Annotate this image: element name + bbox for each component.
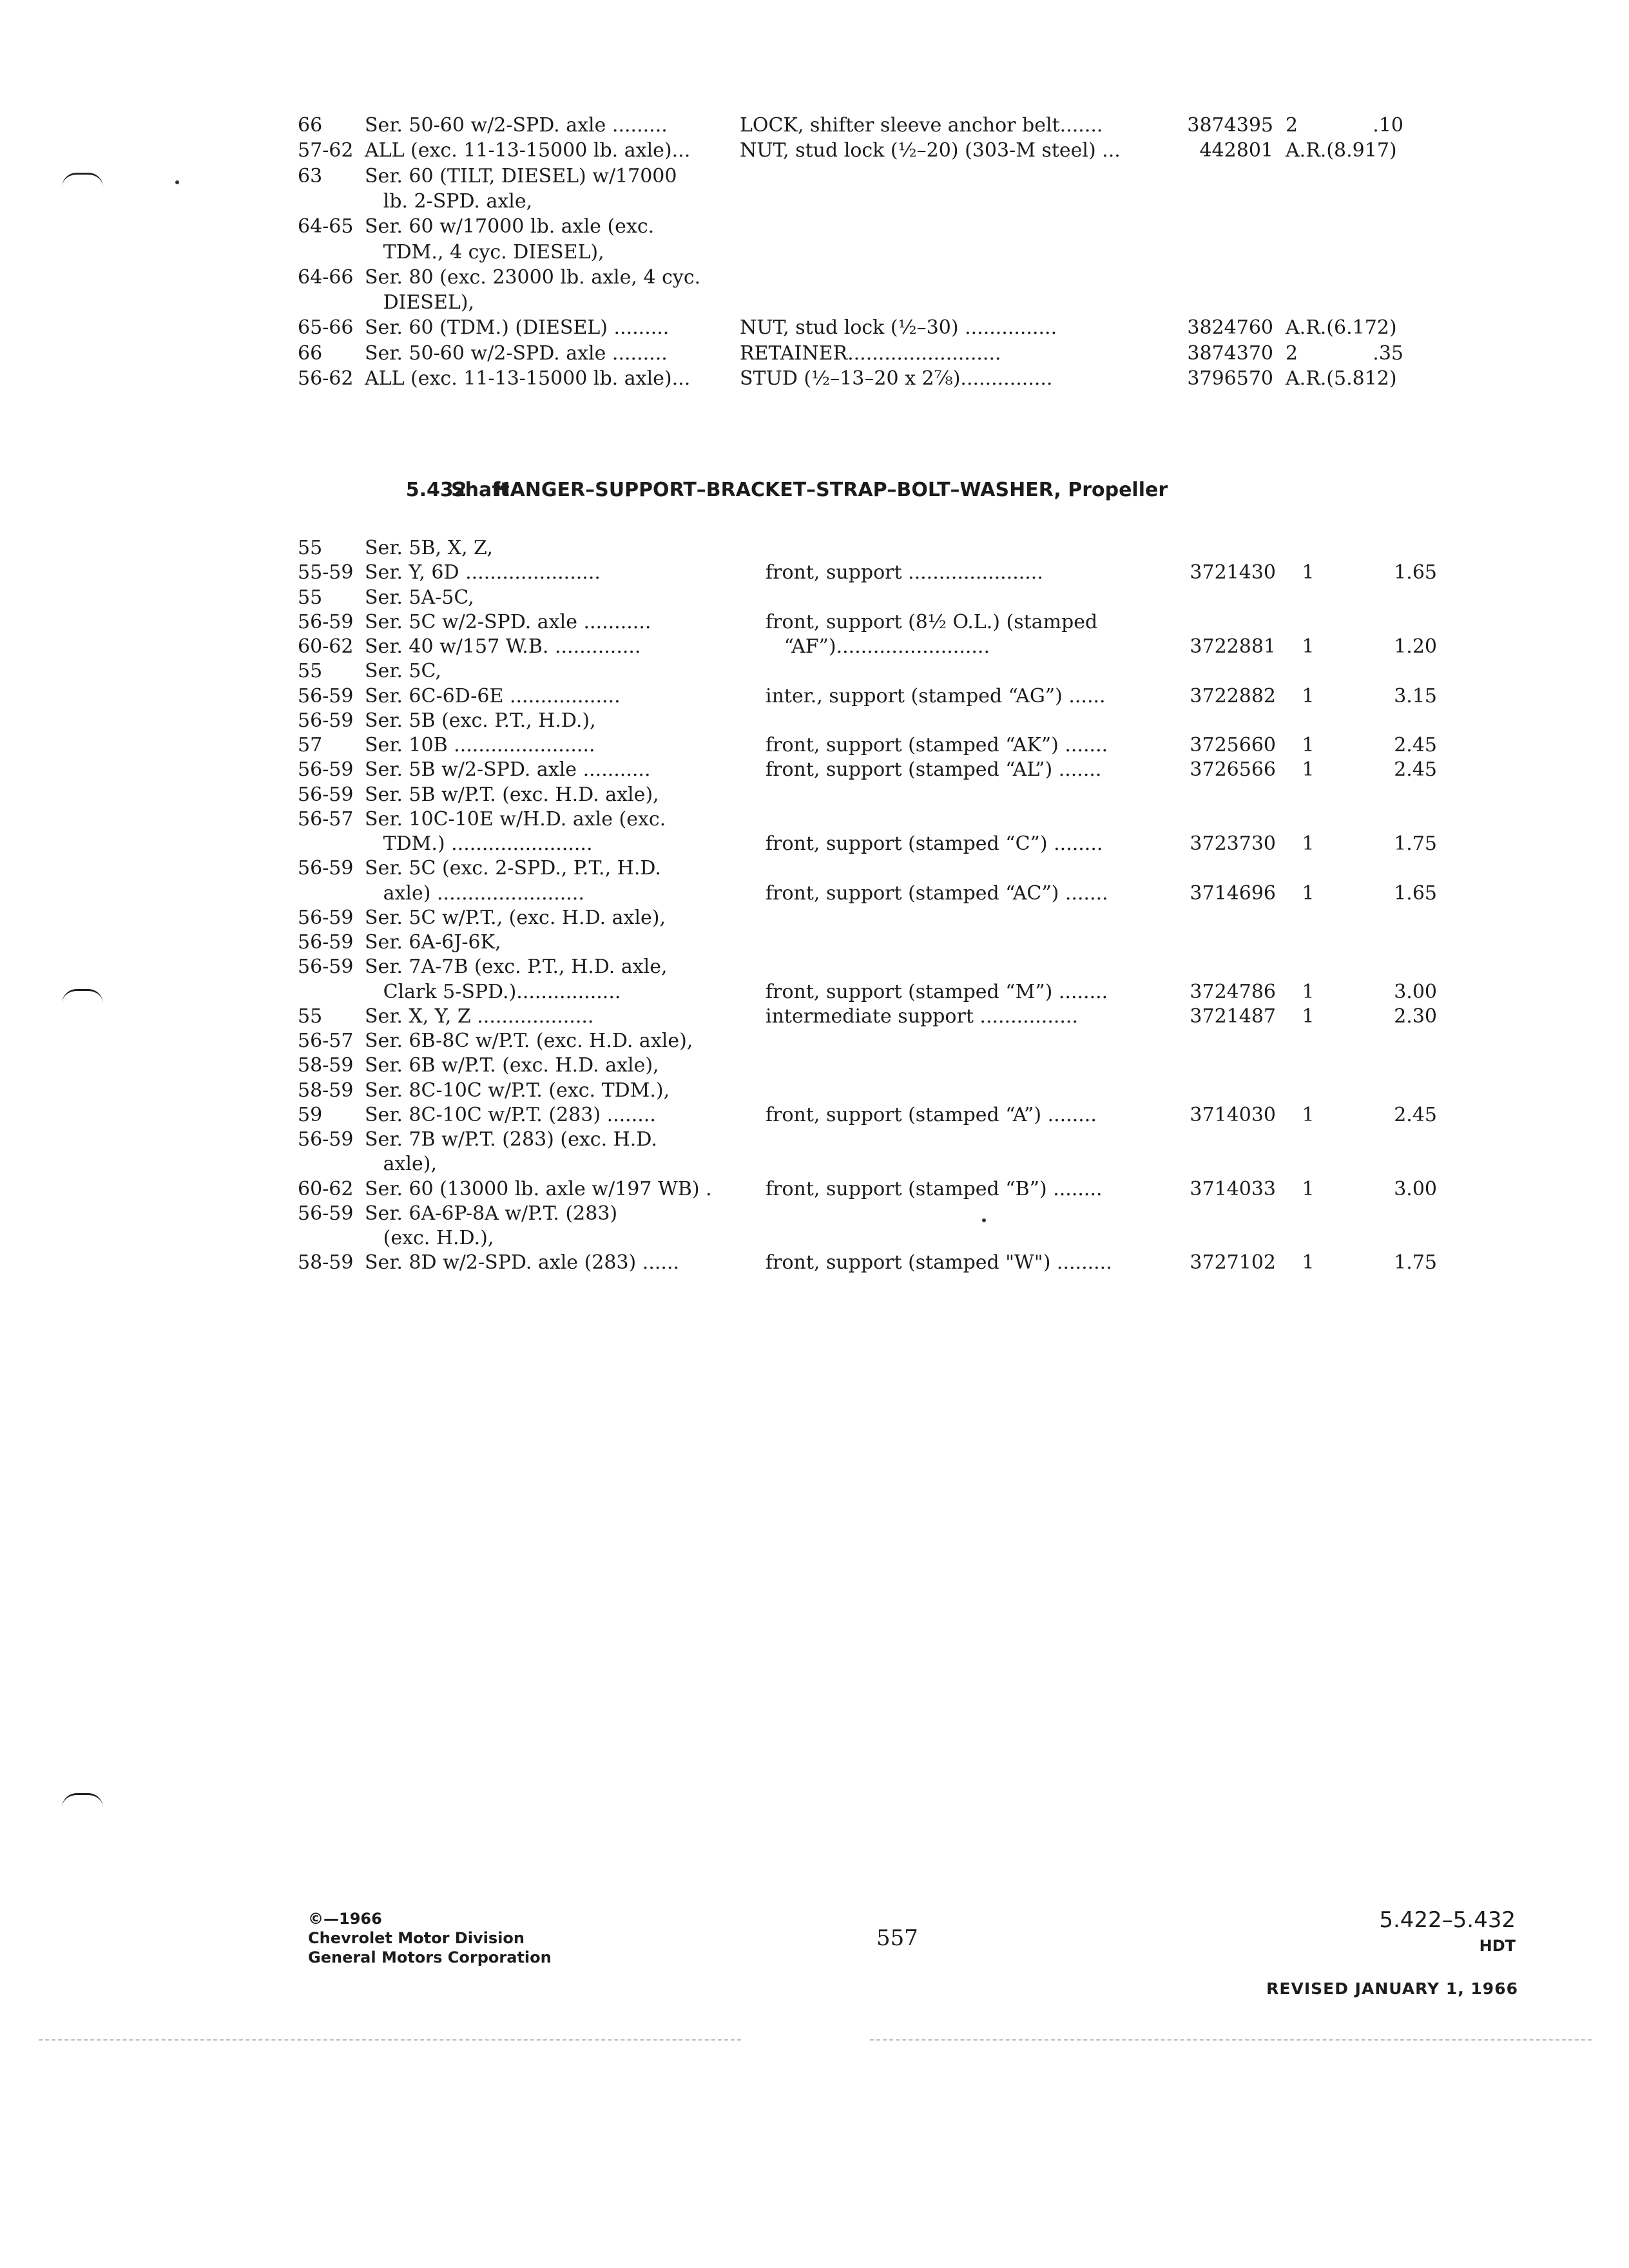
quantity: 1 <box>1302 1103 1315 1126</box>
table-row <box>0 635 1629 659</box>
application: Ser. 5B (exc. P.T., H.D.), <box>365 709 596 732</box>
quantity: 1 <box>1302 980 1315 1003</box>
table-row <box>0 139 1629 163</box>
section-number: 5.432 <box>405 479 467 501</box>
application: ALL (exc. 11-13-15000 lb. axle)... <box>365 139 691 162</box>
quantity: 1 <box>1302 635 1315 658</box>
application: lb. 2-SPD. axle, <box>365 189 533 213</box>
model-year: 56-59 <box>298 709 354 732</box>
table-row <box>0 610 1629 635</box>
model-year: 56-62 <box>298 367 354 390</box>
model-year: 56-59 <box>298 931 354 954</box>
quantity: 1 <box>1302 1251 1315 1274</box>
application: TDM.) ....................... <box>365 832 593 855</box>
application: Ser. 60 w/17000 lb. axle (exc. <box>365 215 655 238</box>
application: Ser. Y, 6D ...................... <box>365 561 601 584</box>
model-year: 56-59 <box>298 758 354 782</box>
price: 2.45 <box>1394 758 1437 782</box>
table-row <box>0 758 1629 782</box>
part-number: 3726566 <box>1190 758 1276 782</box>
application: Ser. 6A-6P-8A w/P.T. (283) <box>365 1202 618 1225</box>
table-row <box>0 1103 1629 1128</box>
application: Ser. 8D w/2-SPD. axle (283) ...... <box>365 1251 680 1274</box>
application: Ser. 6B-8C w/P.T. (exc. H.D. axle), <box>365 1030 693 1052</box>
application: Ser. X, Y, Z ................... <box>365 1004 594 1028</box>
quantity: 2 <box>1286 114 1298 137</box>
model-year: 56-59 <box>298 1202 354 1225</box>
part-number: 3727102 <box>1190 1251 1276 1274</box>
application: Ser. 8C-10C w/P.T. (exc. TDM.), <box>365 1079 670 1102</box>
quantity: A.R.(8.917) <box>1286 139 1397 162</box>
table-row <box>0 215 1629 239</box>
application: Ser. 6C-6D-6E .................. <box>365 684 621 707</box>
table-row <box>0 1053 1629 1078</box>
price: 2.30 <box>1394 1004 1437 1028</box>
quantity: 1 <box>1302 1177 1315 1200</box>
application: Ser. 60 (TDM.) (DIESEL) ......... <box>365 316 670 340</box>
model-year: 55 <box>298 537 323 559</box>
revised-date: REVISED JANUARY 1, 1966 <box>1266 1979 1518 1998</box>
page-edge-line <box>39 2039 741 2041</box>
binder-hole-mark <box>62 1793 103 1808</box>
part-number: 3722882 <box>1190 684 1276 707</box>
price: 2.45 <box>1394 1103 1437 1126</box>
model-year: 56-59 <box>298 956 354 979</box>
model-year: 56-59 <box>298 857 354 880</box>
table-row <box>0 832 1629 856</box>
part-description: front, support (stamped “C”) ........ <box>766 832 1103 855</box>
table-row <box>0 1177 1629 1202</box>
table-row <box>0 930 1629 955</box>
price: 3.00 <box>1394 1177 1437 1200</box>
application: Ser. 5C, <box>365 660 441 683</box>
quantity: 1 <box>1302 758 1315 782</box>
part-description: front, support (stamped “AL”) ....... <box>766 758 1102 782</box>
part-description: front, support (stamped "W") ......... <box>766 1251 1112 1274</box>
part-description: front, support (stamped “M”) ........ <box>766 980 1108 1003</box>
table-row <box>0 1251 1629 1275</box>
part-number: 3724786 <box>1190 980 1276 1003</box>
table-row <box>0 113 1629 138</box>
application: TDM., 4 cyc. DIESEL), <box>365 240 604 264</box>
application: Ser. 5B w/P.T. (exc. H.D. axle), <box>365 783 659 806</box>
part-number: 3714696 <box>1190 881 1276 905</box>
application: Ser. 60 (TILT, DIESEL) w/17000 <box>365 164 677 187</box>
table-row <box>0 586 1629 610</box>
model-year: 59 <box>298 1103 323 1126</box>
copyright-block <box>308 1909 552 1967</box>
table-row <box>0 783 1629 807</box>
model-year: 57-62 <box>298 139 354 162</box>
page-number: 557 <box>876 1925 918 1951</box>
table-row <box>0 536 1629 561</box>
table-row <box>0 1202 1629 1226</box>
copyright-corporation: General Motors Corporation <box>308 1948 552 1966</box>
price: 3.15 <box>1394 684 1437 707</box>
table-row <box>0 189 1629 214</box>
model-year: 56-57 <box>298 1030 354 1052</box>
table-row <box>0 1079 1629 1103</box>
part-number: 3723730 <box>1190 832 1276 855</box>
quantity: 1 <box>1302 832 1315 855</box>
part-description: front, support (stamped “A”) ........ <box>766 1103 1097 1126</box>
model-year: 56-59 <box>298 906 354 929</box>
table-row <box>0 291 1629 315</box>
model-year: 60-62 <box>298 635 354 658</box>
part-description: RETAINER......................... <box>740 341 1001 365</box>
application: Ser. 6A-6J-6K, <box>365 931 501 954</box>
model-year: 56-59 <box>298 684 354 707</box>
application: Ser. 8C-10C w/P.T. (283) ........ <box>365 1103 656 1126</box>
application: Ser. 10B ....................... <box>365 734 595 756</box>
table-row <box>0 733 1629 758</box>
table-row <box>0 1226 1629 1251</box>
part-description: NUT, stud lock (½–30) ............... <box>740 316 1057 340</box>
model-year: 56-59 <box>298 783 354 806</box>
application: DIESEL), <box>365 291 475 314</box>
part-description: “AF”)......................... <box>766 635 990 658</box>
table-row <box>0 1004 1629 1029</box>
application: Ser. 6B w/P.T. (exc. H.D. axle), <box>365 1054 659 1077</box>
application: Ser. 40 w/157 W.B. .............. <box>365 635 641 658</box>
table-row <box>0 164 1629 189</box>
price: 1.65 <box>1394 881 1437 905</box>
application: Ser. 7B w/P.T. (283) (exc. H.D. <box>365 1128 657 1151</box>
application: Ser. 50-60 w/2-SPD. axle ......... <box>365 341 668 365</box>
part-number: 3722881 <box>1190 635 1276 658</box>
table-row <box>0 316 1629 340</box>
model-year: 60-62 <box>298 1177 354 1200</box>
model-year: 64-65 <box>298 215 354 238</box>
part-description: LOCK, shifter sleeve anchor belt....... <box>740 114 1103 137</box>
price: 1.65 <box>1394 561 1437 584</box>
table-row <box>0 980 1629 1004</box>
model-year: 55 <box>298 586 323 609</box>
table-row <box>0 265 1629 290</box>
application: ALL (exc. 11-13-15000 lb. axle)... <box>365 367 691 390</box>
part-description: front, support ...................... <box>766 561 1043 584</box>
application: Ser. 5B, X, Z, <box>365 537 493 559</box>
application: Ser. 5B w/2-SPD. axle ........... <box>365 758 651 782</box>
table-row <box>0 955 1629 979</box>
part-number: 3721430 <box>1190 561 1276 584</box>
quantity: 1 <box>1302 881 1315 905</box>
table-row <box>0 240 1629 265</box>
part-description: inter., support (stamped “AG”) ...... <box>766 684 1106 707</box>
application: Ser. 7A-7B (exc. P.T., H.D. axle, <box>365 956 668 979</box>
table-row <box>0 341 1629 366</box>
model-year: 65-66 <box>298 316 354 340</box>
part-number: 3725660 <box>1190 734 1276 756</box>
table-row <box>0 561 1629 585</box>
part-number: 3714030 <box>1190 1103 1276 1126</box>
model-year: 55 <box>298 660 323 683</box>
part-number: 3824760 <box>1187 316 1273 340</box>
part-number: 3796570 <box>1187 367 1273 390</box>
price: .10 <box>1373 114 1403 137</box>
model-year: 56-59 <box>298 1128 354 1151</box>
model-year: 55 <box>298 1004 323 1028</box>
table-row <box>0 807 1629 832</box>
model-year: 58-59 <box>298 1054 354 1077</box>
part-number: 3721487 <box>1190 1004 1276 1028</box>
part-description: NUT, stud lock (½–20) (303-M steel) ... <box>740 139 1121 162</box>
application: Ser. 60 (13000 lb. axle w/197 WB) . <box>365 1177 712 1200</box>
part-description: front, support (8½ O.L.) (stamped <box>766 610 1098 633</box>
price: 3.00 <box>1394 980 1437 1003</box>
table-row <box>0 1128 1629 1152</box>
application: (exc. H.D.), <box>365 1227 494 1249</box>
quantity: 2 <box>1286 341 1298 365</box>
application: axle) ........................ <box>365 881 584 905</box>
model-year: 56-57 <box>298 807 354 831</box>
table-row <box>0 1152 1629 1177</box>
part-number: 3874370 <box>1187 341 1273 365</box>
application: Clark 5-SPD.)................. <box>365 980 621 1003</box>
application: Ser. 80 (exc. 23000 lb. axle, 4 cyc. <box>365 265 701 289</box>
quantity: 1 <box>1302 1004 1315 1028</box>
part-number: 442801 <box>1199 139 1273 162</box>
model-year: 66 <box>298 341 323 365</box>
model-year: 63 <box>298 164 323 187</box>
model-year: 66 <box>298 114 323 137</box>
part-description: front, support (stamped “AK”) ....... <box>766 734 1108 756</box>
application: Ser. 5C (exc. 2-SPD., P.T., H.D. <box>365 857 661 880</box>
table-row <box>0 906 1629 930</box>
quantity: 1 <box>1302 561 1315 584</box>
application: Ser. 5A-5C, <box>365 586 474 609</box>
price: .35 <box>1373 341 1403 365</box>
section-range: 5.422–5.432 <box>1379 1907 1516 1933</box>
application: Ser. 50-60 w/2-SPD. axle ......... <box>365 114 668 137</box>
model-year: 64-66 <box>298 265 354 289</box>
application: Ser. 5C w/2-SPD. axle ........... <box>365 610 651 633</box>
table-row <box>0 709 1629 733</box>
price: 2.45 <box>1394 734 1437 756</box>
part-description: front, support (stamped “AC”) ....... <box>766 881 1108 905</box>
quantity: A.R.(6.172) <box>1286 316 1397 340</box>
model-year: 57 <box>298 734 323 756</box>
part-description: intermediate support ................ <box>766 1004 1078 1028</box>
price: 1.75 <box>1394 1251 1437 1274</box>
section-title: HANGER–SUPPORT–BRACKET–STRAP–BOLT–WASHER, Propeller <box>494 479 1168 501</box>
table-row <box>0 659 1629 684</box>
model-year: 58-59 <box>298 1079 354 1102</box>
section-subtitle: HDT <box>1479 1937 1516 1955</box>
part-number: 3874395 <box>1187 114 1273 137</box>
model-year: 56-59 <box>298 610 354 633</box>
application: Ser. 10C-10E w/H.D. axle (exc. <box>365 807 666 831</box>
part-description: front, support (stamped “B”) ........ <box>766 1177 1103 1200</box>
copyright-division: Chevrolet Motor Division <box>308 1929 525 1947</box>
quantity: 1 <box>1302 684 1315 707</box>
copyright-year: ©—1966 <box>308 1910 382 1928</box>
table-row <box>0 684 1629 709</box>
section-title-continued: Shaft <box>451 479 510 501</box>
price: 1.20 <box>1394 635 1437 658</box>
application: Ser. 5C w/P.T., (exc. H.D. axle), <box>365 906 666 929</box>
price: 1.75 <box>1394 832 1437 855</box>
part-number: 3714033 <box>1190 1177 1276 1200</box>
application: axle), <box>365 1153 438 1176</box>
table-row <box>0 1029 1629 1053</box>
model-year: 55-59 <box>298 561 354 584</box>
quantity: A.R.(5.812) <box>1286 367 1397 390</box>
quantity: 1 <box>1302 734 1315 756</box>
table-row <box>0 856 1629 881</box>
model-year: 58-59 <box>298 1251 354 1274</box>
page-edge-line <box>870 2039 1592 2041</box>
part-description: STUD (½–13–20 x 2⅞)............... <box>740 367 1053 390</box>
table-row <box>0 881 1629 906</box>
table-row <box>0 367 1629 391</box>
